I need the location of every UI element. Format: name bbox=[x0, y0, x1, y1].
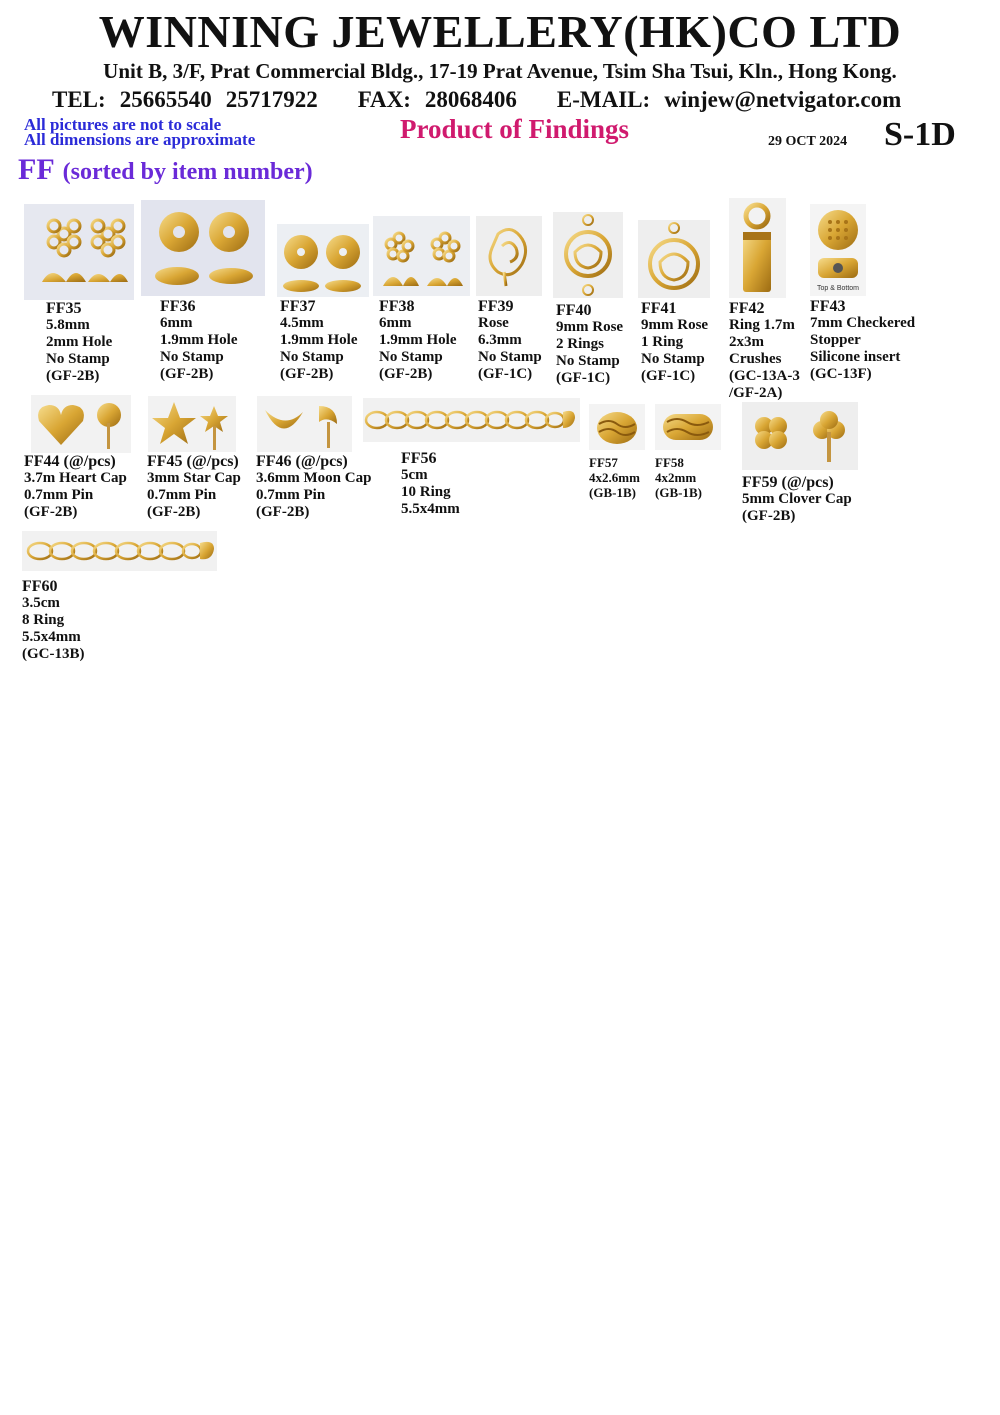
product-image-ff39 bbox=[476, 216, 542, 296]
email-address: winjew@netvigator.com bbox=[664, 87, 902, 112]
item-ff36: FF36 6mm 1.9mm Hole No Stamp (GF-2B) bbox=[160, 298, 238, 382]
company-address: Unit B, 3/F, Prat Commercial Bldg., 17-19 Prat Avenue, Tsim Sha Tsui, Kln., Hong Kong. bbox=[103, 59, 897, 83]
petal-bead-cap-icon bbox=[373, 216, 470, 296]
item-ff59: FF59 (@/pcs) 5mm Clover Cap (GF-2B) bbox=[742, 474, 852, 524]
note-scale: All pictures are not to scale bbox=[24, 115, 222, 134]
contact-line bbox=[52, 86, 992, 114]
item-ff39: FF39 Rose 6.3mm No Stamp (GF-1C) bbox=[478, 298, 542, 382]
company-name: WINNING JEWELLERY(HK)CO LTD bbox=[98, 6, 902, 57]
item-ff38: FF38 6mm 1.9mm Hole No Stamp (GF-2B) bbox=[379, 298, 457, 382]
note-dimensions: All dimensions are approximate bbox=[24, 130, 256, 149]
fax-label: FAX: bbox=[357, 87, 411, 112]
item-ff46: FF46 (@/pcs) 3.6mm Moon Cap 0.7mm Pin (GF-2B) bbox=[256, 453, 372, 520]
crimp-end-icon bbox=[729, 198, 786, 298]
item-ff42: FF42 Ring 1.7m 2x3m Crushes (GC-13A-3 /GF-2A) bbox=[729, 300, 800, 401]
item-ff43: FF43 7mm Checkered Stopper Silicone insert (GC-13F) bbox=[810, 298, 916, 382]
product-image-ff58 bbox=[655, 404, 721, 450]
wave-tube-bead-icon bbox=[655, 404, 721, 450]
rose-connector-icon bbox=[553, 212, 623, 298]
product-image-ff59 bbox=[742, 402, 858, 470]
product-image-ff36 bbox=[141, 200, 265, 296]
item-ff40: FF40 9mm Rose 2 Rings No Stamp (GF-1C) bbox=[556, 302, 624, 386]
section-heading bbox=[18, 153, 313, 187]
product-image-ff43 bbox=[810, 204, 866, 296]
item-ff56: FF56 5cm 10 Ring 5.5x4mm bbox=[401, 450, 460, 517]
product-image-ff46 bbox=[257, 396, 352, 452]
tel-number-2: 25717922 bbox=[225, 87, 318, 112]
rose-outline-icon bbox=[476, 216, 542, 296]
tel-label: TEL: bbox=[52, 87, 106, 112]
product-image-ff44 bbox=[31, 395, 131, 453]
extender-chain-icon bbox=[363, 398, 580, 442]
sheet-code: S-1D bbox=[884, 116, 956, 153]
image-caption: Top & Bottom bbox=[816, 285, 860, 292]
item-ff57: FF57 4x2.6mm (GB-1B) bbox=[589, 455, 640, 500]
product-image-ff56 bbox=[363, 398, 580, 442]
catalog-date: 29 OCT 2024 bbox=[768, 134, 848, 149]
product-image-ff41 bbox=[638, 220, 710, 298]
product-image-ff60 bbox=[22, 531, 217, 571]
product-image-ff35 bbox=[24, 204, 134, 300]
checkered-stopper-icon bbox=[810, 204, 866, 296]
extender-chain-short-icon bbox=[22, 531, 217, 571]
product-image-ff40 bbox=[553, 212, 623, 298]
item-ff35: FF35 5.8mm 2mm Hole No Stamp (GF-2B) bbox=[46, 300, 113, 384]
section-subtitle: (sorted by item number) bbox=[62, 159, 313, 185]
round-bead-cap-icon bbox=[277, 224, 369, 297]
filigree-bead-cap-icon bbox=[141, 200, 265, 296]
disclaimer-notes bbox=[24, 117, 255, 147]
item-ff37: FF37 4.5mm 1.9mm Hole No Stamp (GF-2B) bbox=[280, 298, 358, 382]
product-image-ff45 bbox=[148, 396, 236, 452]
heart-cap-pin-icon bbox=[31, 395, 131, 453]
product-image-ff42 bbox=[729, 198, 786, 298]
product-image-ff57 bbox=[589, 404, 645, 450]
item-ff41: FF41 9mm Rose 1 Ring No Stamp (GF-1C) bbox=[641, 300, 709, 384]
product-image-ff37 bbox=[277, 224, 369, 297]
item-ff44: FF44 (@/pcs) 3.7m Heart Cap 0.7mm Pin (GF-2B) bbox=[24, 453, 127, 520]
tel-number-1: 25665540 bbox=[119, 87, 212, 112]
email-label: E-MAIL: bbox=[556, 87, 651, 112]
item-ff45: FF45 (@/pcs) 3mm Star Cap 0.7mm Pin (GF-2B) bbox=[147, 453, 241, 520]
clover-cap-icon bbox=[742, 402, 858, 470]
moon-cap-pin-icon bbox=[257, 396, 352, 452]
item-ff60: FF60 3.5cm 8 Ring 5.5x4mm (GC-13B) bbox=[22, 578, 85, 662]
product-image-ff38 bbox=[373, 216, 470, 296]
catalog-title: Product of Findings bbox=[400, 114, 630, 144]
flower-bead-cap-icon bbox=[24, 204, 134, 300]
section-code: FF bbox=[18, 153, 55, 186]
wave-bead-icon bbox=[589, 404, 645, 450]
star-cap-pin-icon bbox=[148, 396, 236, 452]
item-ff58: FF58 4x2mm (GB-1B) bbox=[655, 455, 702, 500]
rose-charm-icon bbox=[638, 220, 710, 298]
fax-number: 28068406 bbox=[424, 87, 517, 112]
